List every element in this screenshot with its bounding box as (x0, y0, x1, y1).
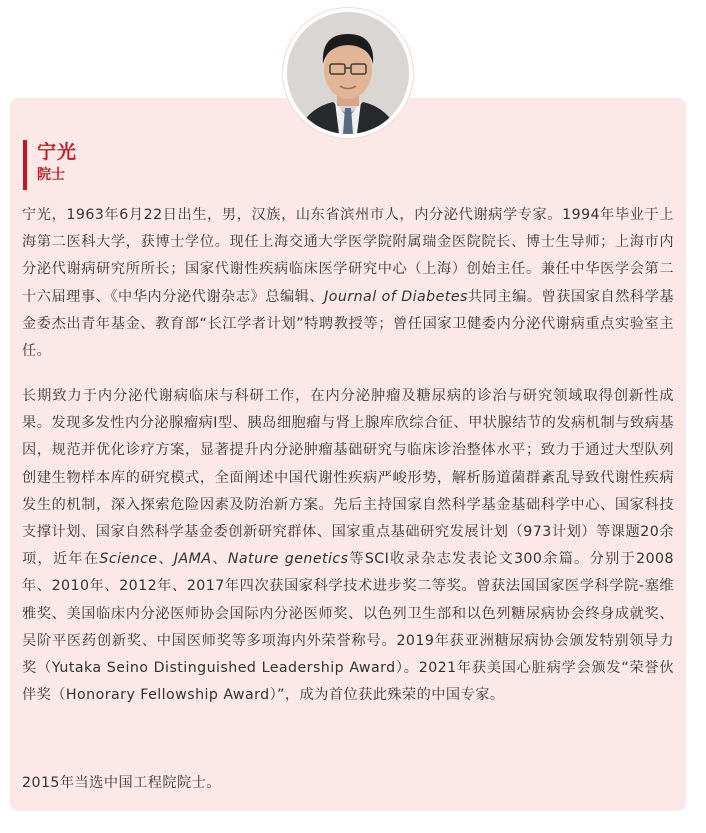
bio-paragraph-1 (22, 202, 674, 365)
journal-name: Journal of Diabetes (324, 288, 468, 305)
separator: 、 (157, 551, 174, 568)
bio-text: 等SCI收录杂志发表论文300余篇。分别于2008年、2010年、2012年、2017年四次获国家科学技术进步奖二等奖。曾获法国国家医学科学院-塞维雅奖、美国临床内分泌医师协会国际内分泌医师奖、以色列卫生部和以色列糖尿病协会终身成就奖、吴阶平医药创新奖、中国医师奖等多项海内外荣誉称号。2019年获亚洲糖尿病协会颁发特别领导力奖（Yutaka Seino Distinguished Leadership Award）。2021年获美国心脏病学会颁发“荣誉伙伴奖（Honorary Fellowship Award）”，成为首位获此殊荣的中国专家。 (22, 551, 674, 704)
person-title: 院士 (37, 167, 65, 183)
bio-paragraph-3 (22, 770, 674, 797)
journal-jama: JAMA (173, 551, 212, 568)
name-header (23, 140, 77, 190)
bio-text: 2015年当选中国工程院院士。 (22, 775, 221, 791)
bio-text: 共同主编。曾获国家自然科学基金委杰出青年基金、教育部“长江学者计划”特聘教授等；曾任国家卫健委内分泌代谢病重点实验室主任。 (22, 288, 674, 360)
profile-photo (283, 8, 413, 138)
bio-text: 长期致力于内分泌代谢病临床与科研工作，在内分泌肿瘤及糖尿病的诊治与研究领域取得创新性成果。发现多发性内分泌腺瘤病I型、胰岛细胞瘤与肾上腺库欣综合征、甲状腺结节的发病机制与致病基因，规范并优化诊疗方案，显著提升内分泌肿瘤基础研究与临床诊治整体水平；致力于通过大型队列创建生物样本库的研究模式，全面阐述中国代谢性疾病严峻形势，解析肠道菌群紊乱导致代谢性疾病发生的机制，深入探索危险因素及防治新方案。先后主持国家自然科学基金基础科学中心、国家科技支撑计划、国家自然科学基金委创新研究群体、国家重点基础研究发展计划（973计划）等课题20余项，近年在 (22, 388, 674, 568)
separator: 、 (211, 551, 228, 568)
bio-text: 宁光，1963年6月22日出生，男，汉族，山东省滨州市人，内分泌代谢病学专家。1994年毕业于上海第二医科大学，获博士学位。现任上海交通大学医学院附属瑞金医院院长、博士生导师；上海市内分泌代谢病研究所所长；国家代谢性疾病临床医学研究中心（上海）创始主任。兼任中华医学会第二十六届理事、《中华内分泌代谢杂志》总编辑、 (22, 207, 674, 305)
journal-nature-genetics: Nature genetics (227, 551, 349, 568)
bio-paragraph-2 (22, 383, 674, 709)
journal-science: Science (99, 551, 158, 568)
person-name: 宁光 (37, 141, 78, 163)
portrait-icon (287, 12, 409, 134)
